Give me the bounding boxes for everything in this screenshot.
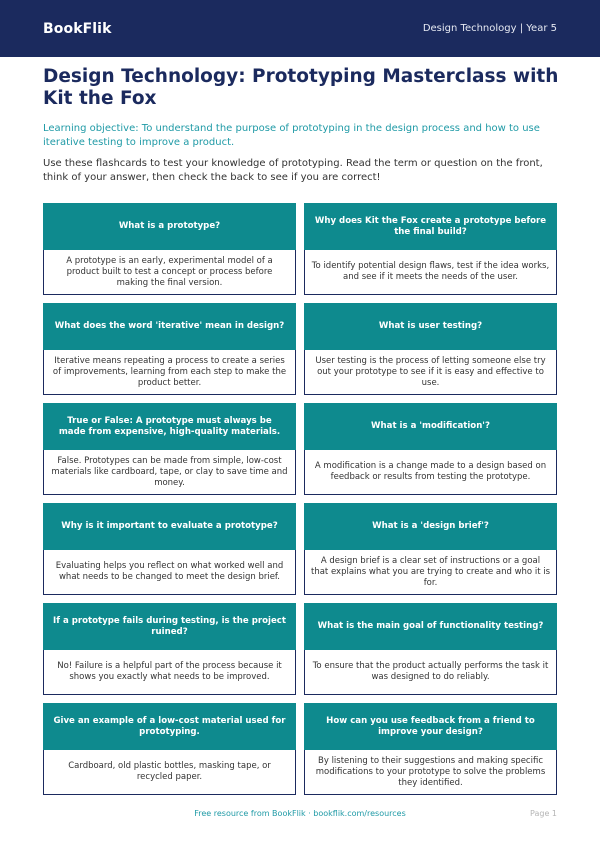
flashcard-answer: No! Failure is a helpful part of the process because it shows you exactly what needs to be improved. [43, 650, 296, 695]
header-bar [0, 0, 600, 57]
flashcard-answer: To ensure that the product actually performs the task it was designed to do reliably. [304, 650, 557, 695]
flashcard[interactable] [43, 703, 296, 795]
flashcard-question: Why does Kit the Fox create a prototype before the final build? [304, 203, 557, 250]
flashcard-answer: A modification is a change made to a design based on feedback or results from testing the prototype. [304, 450, 557, 495]
flashcard-question: How can you use feedback from a friend to improve your design? [304, 703, 557, 750]
flashcard-question: What is the main goal of functionality testing? [304, 603, 557, 650]
flashcard[interactable] [43, 503, 296, 595]
flashcard[interactable] [43, 203, 296, 295]
flashcard[interactable] [304, 603, 557, 695]
subject-label: Design Technology | Year 5 [422, 23, 557, 34]
flashcard[interactable] [43, 403, 296, 495]
flashcard-answer: A prototype is an early, experimental model of a product built to test a concept or process before making the final version. [43, 250, 296, 295]
flashcard-answer: To identify potential design flaws, test if the idea works, and see if it meets the needs of the user. [304, 250, 557, 295]
brand-logo[interactable]: BookFlik [43, 20, 112, 37]
flashcard-question: What does the word 'iterative' mean in design? [43, 303, 296, 350]
flashcard[interactable] [304, 403, 557, 495]
flashcard-question: True or False: A prototype must always be made from expensive, high-quality materials. [43, 403, 296, 450]
flashcard-question: What is a 'modification'? [304, 403, 557, 450]
flashcard-question: What is user testing? [304, 303, 557, 350]
flashcard[interactable] [304, 703, 557, 795]
learning-objective: Learning objective: To understand the purpose of prototyping in the design process and how to use iterative testing to improve a product. [43, 123, 540, 148]
flashcard-answer: False. Prototypes can be made from simple, low-cost materials like cardboard, tape, or clay to save time and money. [43, 450, 296, 495]
flashcard-answer: Evaluating helps you reflect on what worked well and what needs to be changed to meet the design brief. [43, 550, 296, 595]
flashcard-answer: Iterative means repeating a process to create a series of improvements, learning from each step to make the product better. [43, 350, 296, 395]
flashcard[interactable] [43, 303, 296, 395]
flashcard[interactable] [304, 303, 557, 395]
footer-resource-link[interactable]: Free resource from BookFlik · bookflik.com/resources [194, 809, 406, 818]
flashcard-question: What is a 'design brief'? [304, 503, 557, 550]
flashcard-grid [43, 203, 557, 795]
flashcard-answer: Cardboard, old plastic bottles, masking tape, or recycled paper. [43, 750, 296, 795]
intro-text: Use these flashcards to test your knowledge of prototyping. Read the term or question on the front, think of your answer, then check the back to see if you are correct! [43, 158, 543, 183]
flashcard-question: What is a prototype? [43, 203, 296, 250]
page-title: Design Technology: Prototyping Masterclass with Kit the Fox [43, 66, 559, 109]
flashcard-answer: A design brief is a clear set of instructions or a goal that explains what you are trying to create and who it is for. [304, 550, 557, 595]
flashcard-question: Give an example of a low-cost material used for prototyping. [43, 703, 296, 750]
flashcard-question: Why is it important to evaluate a prototype? [43, 503, 296, 550]
flashcard[interactable] [304, 203, 557, 295]
flashcard-question: If a prototype fails during testing, is the project ruined? [43, 603, 296, 650]
page-number: Page 1 [530, 809, 557, 818]
flashcard-answer: User testing is the process of letting someone else try out your prototype to see if it is easy and effective to use. [304, 350, 557, 395]
flashcard[interactable] [43, 603, 296, 695]
flashcard[interactable] [304, 503, 557, 595]
flashcard-answer: By listening to their suggestions and making specific modifications to your prototype to solve the problems they identified. [304, 750, 557, 795]
